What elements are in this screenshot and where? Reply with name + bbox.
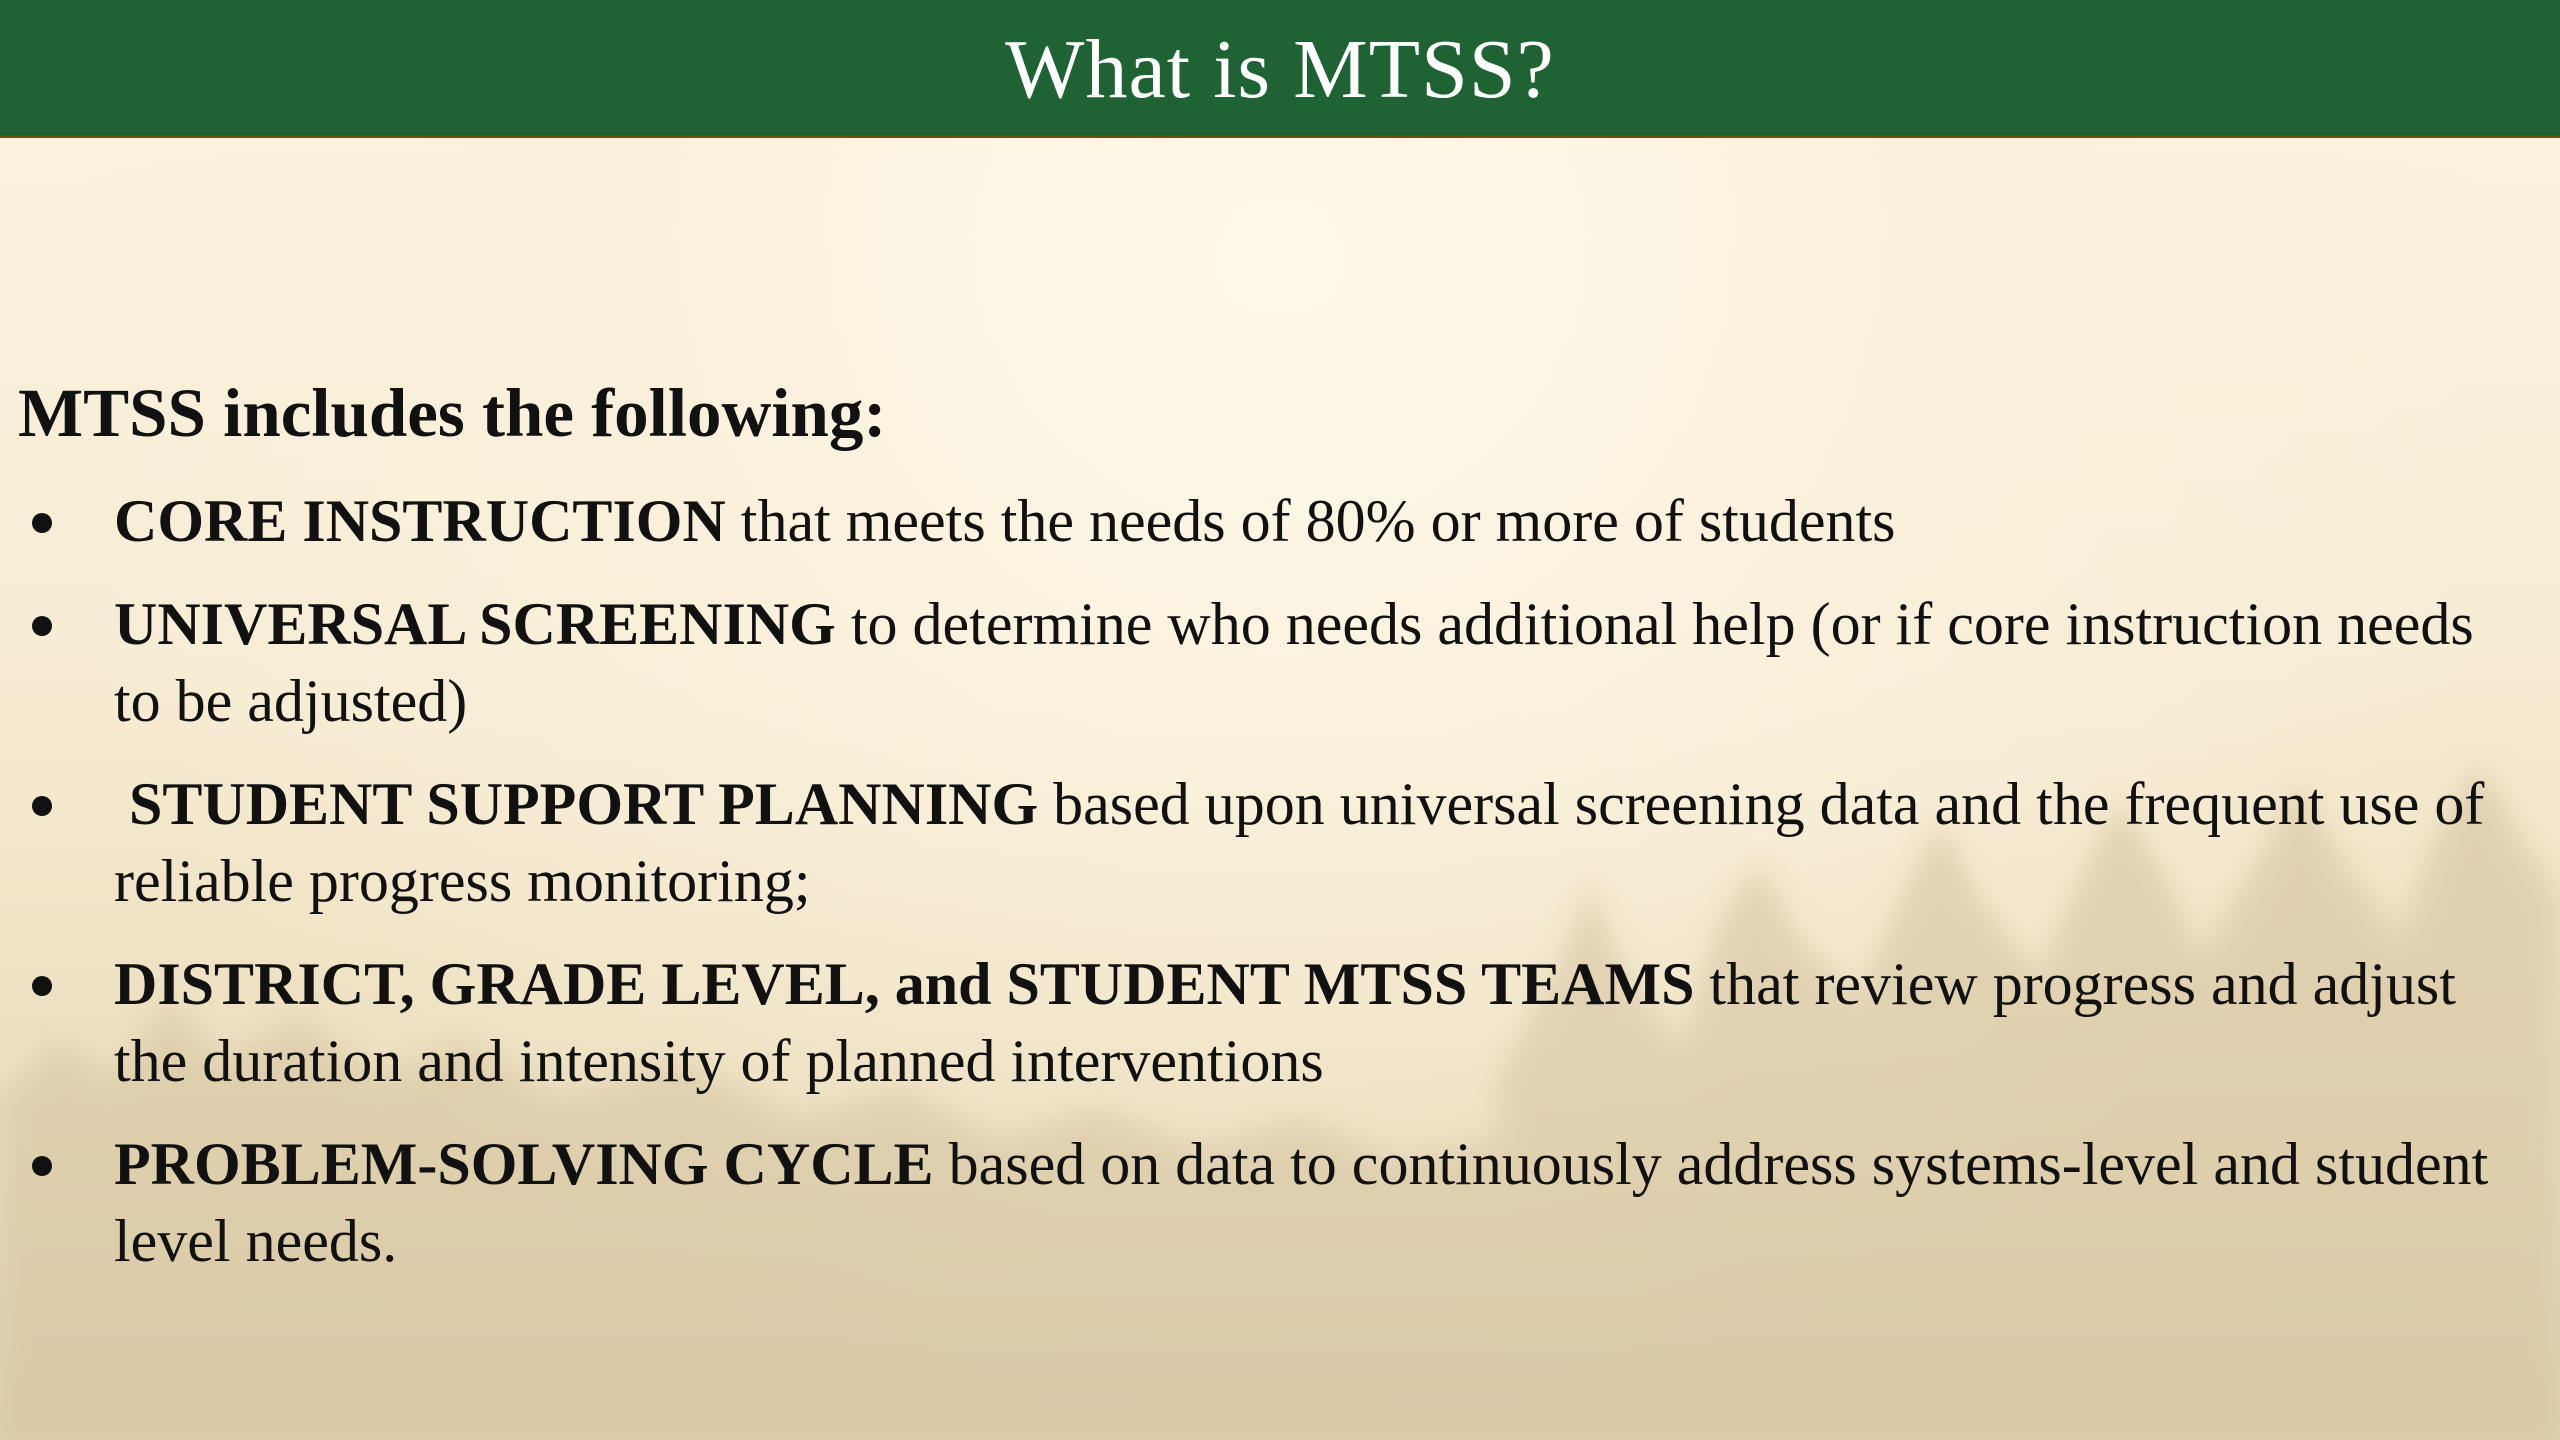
bullet-dot-icon — [32, 796, 52, 816]
bullet-bold-text: CORE INSTRUCTION — [114, 487, 726, 554]
bullet-text: that meets the needs of 80% or more of students — [725, 487, 1896, 554]
bullet-universal-screening — [18, 586, 2498, 740]
bullet-text: that review progress and adjust the duration and intensity of planned interventions — [114, 950, 2456, 1094]
bullet-bold-text: DISTRICT, GRADE LEVEL, and STUDENT MTSS TEAMS — [114, 950, 1695, 1017]
bullet-student-support-planning — [18, 766, 2498, 920]
intro-heading: MTSS includes the following: — [18, 375, 887, 451]
bullet-dot-icon — [32, 1156, 52, 1176]
bullet-core-instruction — [18, 483, 2498, 560]
bullet-problem-solving-cycle — [18, 1126, 2498, 1280]
slide-title: What is MTSS? — [1005, 22, 1555, 116]
slide-content — [18, 372, 2498, 1306]
bullet-list — [18, 483, 2498, 1280]
title-bar — [0, 0, 2560, 138]
bullet-text: to determine who needs additional help (or if core instruction needs to be adjusted) — [114, 590, 2474, 734]
bullet-dot-icon — [32, 616, 52, 636]
bullet-dot-icon — [32, 513, 52, 533]
bullet-bold-text: PROBLEM-SOLVING CYCLE — [114, 1130, 934, 1197]
bullet-bold-text: STUDENT SUPPORT PLANNING — [114, 770, 1039, 837]
bullet-text: based on data to continuously address systems-level and student level needs. — [114, 1130, 2489, 1274]
bullet-dot-icon — [32, 976, 52, 996]
bullet-mtss-teams — [18, 946, 2498, 1100]
bullet-text: based upon universal screening data and the frequent use of reliable progress monitoring; — [114, 770, 2485, 914]
bullet-bold-text: UNIVERSAL SCREENING — [114, 590, 836, 657]
